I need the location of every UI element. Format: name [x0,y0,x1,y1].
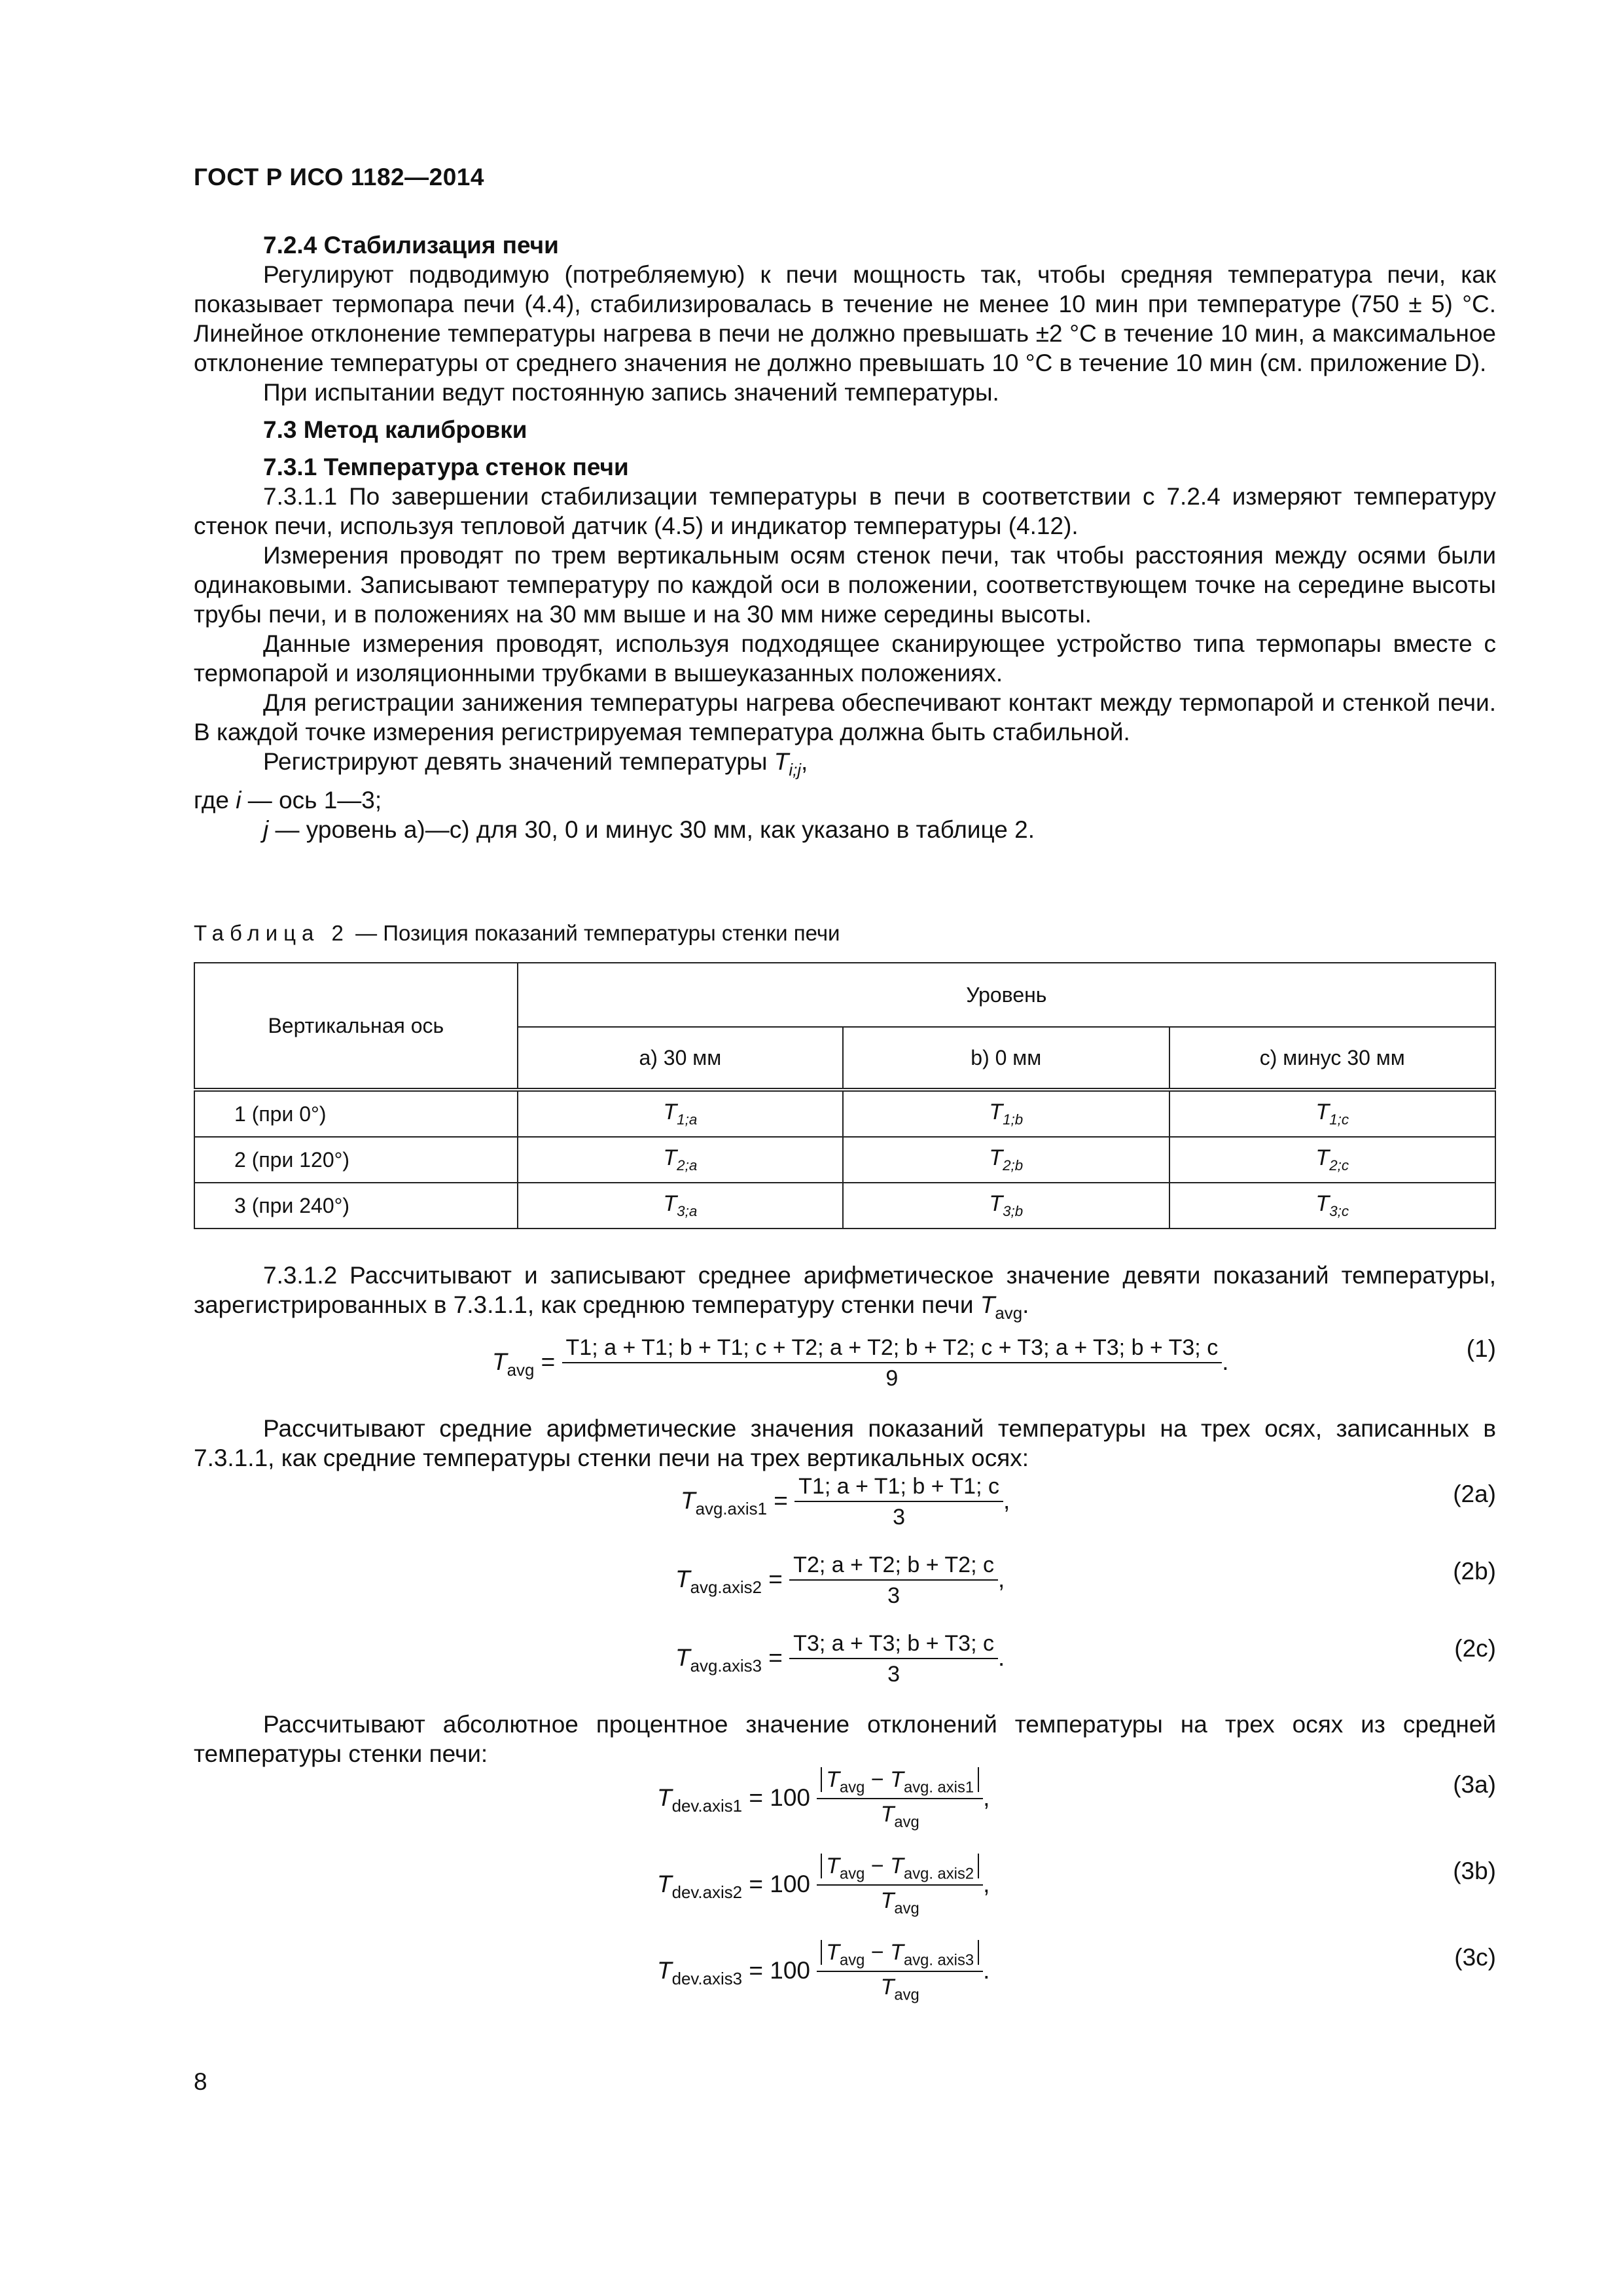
paragraph-axes: Рассчитывают средние арифметические значения показаний температуры на трех осях, записанных в 7.3.1.1, как средние температуры стенки печи на трех вертикальных осях: [194,1415,1496,1471]
equation-number: (2a) [1453,1480,1496,1507]
table-cell: $T_{2;a}$ [518,1137,843,1183]
paragraph: Измерения проводят по трем вертикальным осям стенок печи, так чтобы расстояния между осями были одинаковыми. Записывают температуру по каждой оси в положении, соответствующем точке на середине высоты трубы печи, и в положениях на 30 мм выше и на 30 мм ниже середины высоты. [194,542,1496,628]
table-header-level-c: с) минус 30 мм [1169,1027,1496,1090]
equation-3b: $T_{dev.axis2} = 100$ $\frac{T_{avg} - T_{avg. axis2}}{T_{avg}}$ , [657,1854,990,1918]
page-number: 8 [194,2068,207,2095]
equation-number: (3a) [1453,1771,1496,1798]
equation-number: (3b) [1453,1857,1496,1884]
table-cell: $T_{3;a}$ [518,1183,843,1229]
table-cell: $T_{2;c}$ [1169,1137,1496,1183]
equation-3c: $T_{dev.axis3} = 100$ $\frac{T_{avg} - T_{avg. axis3}}{T_{avg}}$ . [657,1940,990,2004]
table-row-axis: 2 (при 120°) [194,1137,518,1183]
equation-number: (2b) [1453,1558,1496,1585]
table-row-axis: 1 (при 0°) [194,1090,518,1137]
table-header-level: Уровень [518,963,1495,1027]
equation-number: (2c) [1454,1635,1496,1662]
table-cell: $T_{3;b}$ [843,1183,1169,1229]
table-cell: $T_{3;c}$ [1169,1183,1496,1229]
table-cell: $T_{2;b}$ [843,1137,1169,1183]
table-cell: $T_{1;a}$ [518,1090,843,1137]
body-text [194,230,1496,844]
table-header-level-a: а) 30 мм [518,1027,843,1090]
paragraph-deviation: Рассчитывают абсолютное процентное значение отклонений температуры на трех осях из средней температуры стенки печи: [194,1711,1496,1767]
paragraph: 7.3.1.2 Рассчитывают и записывают среднее арифметическое значение девяти показаний температуры, зарегистрированных в 7.3.1.1, как среднюю температуру стенки печи $T_{avg}$. [194,1262,1496,1323]
table-header-level-b: b) 0 мм [843,1027,1169,1090]
table-caption: Таблица 2 — Позиция показаний температуры стенки печи [194,921,840,945]
table-header-axis: Вертикальная ось [194,963,518,1090]
paragraph: При испытании ведут постоянную запись значений температуры. [263,379,999,406]
definition-line: j — уровень а)—с) для 30, 0 и минус 30 мм, как указано в таблице 2. [263,816,1035,844]
section-7-3-1-title: 7.3.1 Температура стенок печи [263,454,629,480]
equation-2b: $T_{avg.axis2}$ = $\frac{T2; a + T2; b + T2; c}{3}$ , [675,1552,1005,1608]
table-cell: $T_{1;b}$ [843,1090,1169,1137]
paragraph: Для регистрации занижения температуры нагрева обеспечивают контакт между термопарой и стенкой печи. В каждой точке измерения регистрируемая температура должна быть стабильной. [194,689,1496,745]
table-2 [194,962,1496,1229]
equation-1: $T_{avg}$ = T1; a + T1; b + T1; c + T2; a + T2; b + T2; c + T3; a + T3; b + T3; c 9 . [492,1335,1229,1391]
paragraph: Данные измерения проводят, используя подходящее сканирующее устройство типа термопары вместе с термопарой и изоляционными трубками в вышеуказанных положениях. [194,630,1496,687]
section-7-2-4-title: 7.2.4 Стабилизация печи [263,232,559,259]
equation-number: (3c) [1454,1944,1496,1971]
paragraph: Регулируют подводимую (потребляемую) к печи мощность так, чтобы средняя температура печи, как показывает термопара печи (4.4), стабилизировалась в течение не менее 10 мин при температуре (750 ± 5) °С. Линейное отклонение температуры нагрева в печи не должно превышать ±2 °С в течение 10 мин, а максимальное отклонение температуры от среднего значения не должно превышать 10 °С в течение 10 мин (см. приложение D). [194,261,1496,376]
table-cell: $T_{1;c}$ [1169,1090,1496,1137]
paragraph: 7.3.1.1 По завершении стабилизации температуры в печи в соответствии с 7.2.4 измеряют температуру стенок печи, используя тепловой датчик (4.5) и индикатор температуры (4.12). [194,483,1496,539]
section-7-3-title: 7.3 Метод калибровки [263,416,527,443]
document-header: ГОСТ Р ИСО 1182—2014 [194,164,484,190]
paragraph: Регистрируют девять значений температуры $T_{i;j}$, [263,748,808,780]
equation-number: (1) [1466,1335,1496,1362]
equation-2a: $T_{avg.axis1}$ = $\frac{T1; a + T1; b + T1; c}{3}$ , [681,1474,1010,1530]
equation-2c: $T_{avg.axis3}$ = $\frac{T3; a + T3; b + T3; c}{3}$ . [675,1631,1005,1687]
section-7-3-1-2 [194,1261,1496,1329]
table-row-axis: 3 (при 240°) [194,1183,518,1229]
definition-line: где i — ось 1—3; [194,787,382,814]
equation-3a: $T_{dev.axis1} = 100$ $\frac{T_{avg} - T_{avg. axis1}}{T_{avg}}$ , [657,1767,990,1831]
